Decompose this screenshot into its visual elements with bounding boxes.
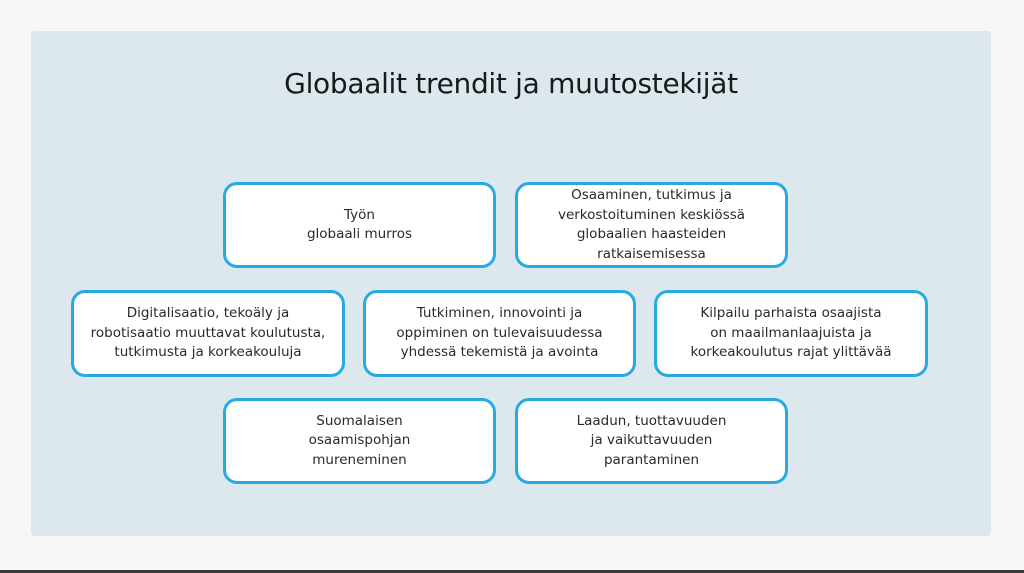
trend-card-global-work bbox=[223, 182, 496, 268]
trend-card-finnish-competence-base bbox=[223, 398, 496, 484]
trend-card-text: Tutkiminen, innovointi ja oppiminen on tulevaisuudessa yhdessä tekemistä ja avointa bbox=[396, 305, 603, 361]
trend-card-talent-competition bbox=[654, 290, 928, 377]
trend-card-competence-research bbox=[515, 182, 788, 268]
trend-card-text: Laadun, tuottavuuden ja vaikuttavuuden parantaminen bbox=[576, 412, 727, 468]
trend-card-text: Suomalaisen osaamispohjan mureneminen bbox=[308, 412, 411, 468]
trend-card-research-innovation bbox=[363, 290, 636, 377]
slide-panel bbox=[31, 31, 991, 536]
trend-card-text: Digitalisaatio, tekoäly ja robotisaatio muuttavat koulutusta, tutkimusta ja korkeakouluja bbox=[90, 305, 326, 361]
trend-card-text: Työn globaali murros bbox=[306, 206, 413, 242]
trend-card-quality-productivity bbox=[515, 398, 788, 484]
trend-card-text: Osaaminen, tutkimus ja verkostoituminen keskiössä globaalien haasteiden ratkaisemisessa bbox=[557, 187, 746, 262]
slide-title: Globaalit trendit ja muutostekijät bbox=[284, 67, 738, 100]
trend-card-text: Kilpailu parhaista osaajista on maailmanlaajuista ja korkeakoulutus rajat ylittävää bbox=[690, 305, 892, 361]
trend-card-digitalisation bbox=[71, 290, 345, 377]
